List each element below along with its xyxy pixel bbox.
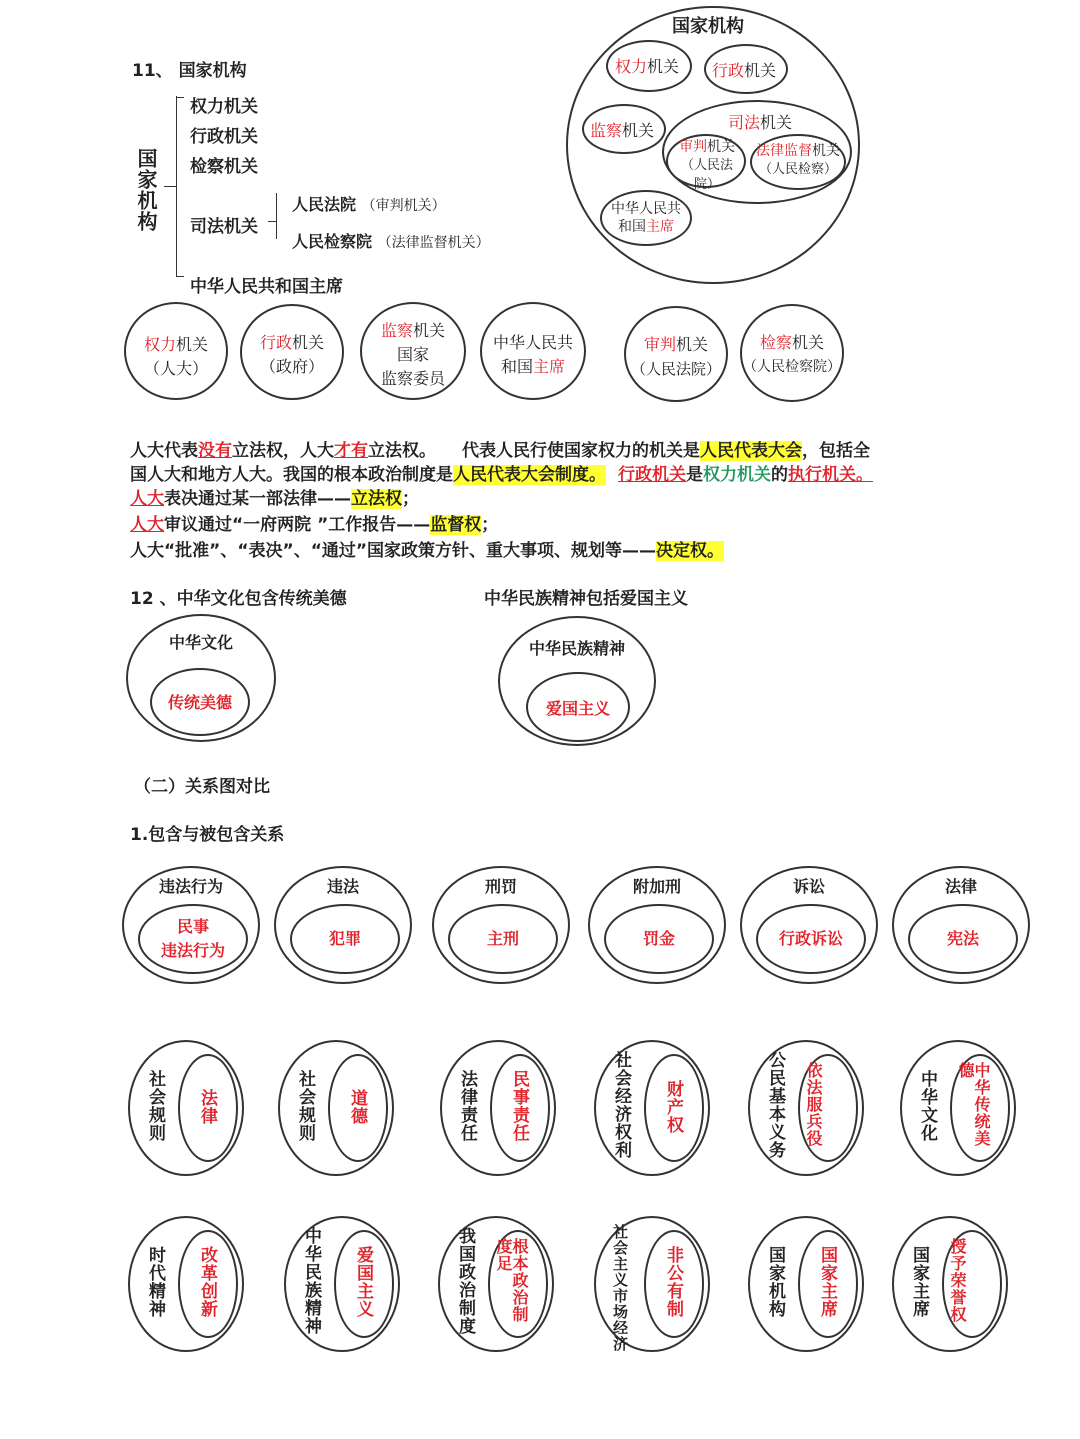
tree-root-label: 国家机构 bbox=[134, 148, 158, 232]
spirit-inner-label: 爱国主义 bbox=[545, 699, 610, 718]
p1b: 没有 bbox=[198, 441, 232, 461]
p1c: 立法权，人大 bbox=[232, 441, 334, 461]
organ-procur-sub: （人民检察院） bbox=[743, 359, 841, 375]
p2d: 是 bbox=[686, 465, 703, 485]
row3-inner-label: 爱国主义 bbox=[353, 1246, 373, 1318]
p3a: 人大 bbox=[130, 489, 164, 509]
p2g: 执行机关。 bbox=[788, 465, 873, 485]
tree-tick-1 bbox=[176, 97, 184, 98]
venn-president-l2: 和国 bbox=[618, 219, 646, 235]
organ-procur-black: 机关 bbox=[792, 333, 825, 352]
row2-outer-label: 社会经济权利 bbox=[611, 1051, 631, 1159]
section-2-subtitle: 1.包含与被包含关系 bbox=[130, 825, 285, 845]
tree-item-power: 权力机关 bbox=[190, 97, 258, 117]
venn-procur-sub: （人民检察） bbox=[758, 162, 837, 177]
row2-inner-label: 民事责任 bbox=[509, 1070, 529, 1142]
row3-inner-label: 根本政治制度足 bbox=[494, 1238, 529, 1323]
venn-admin-black: 机关 bbox=[744, 61, 777, 80]
venn-supervise-black: 机关 bbox=[622, 121, 655, 140]
row1-outer-label: 附加刑 bbox=[632, 877, 681, 896]
organ-circle-supervise bbox=[360, 302, 466, 400]
organ-president-title: 中华人民共 bbox=[492, 333, 573, 352]
organ-president-red: 主席 bbox=[533, 357, 566, 376]
sub-item-procuratorate bbox=[292, 229, 490, 252]
venn-outer-label: 国家机构 bbox=[672, 16, 744, 37]
row1-inner-label: 宪法 bbox=[946, 929, 979, 948]
p4c: 监督权 bbox=[430, 515, 482, 535]
row1-inner-label-2: 违法行为 bbox=[160, 941, 225, 960]
organ-power-black: 机关 bbox=[176, 335, 209, 354]
row3-outer-label: 时代精神 bbox=[145, 1246, 165, 1318]
organ-admin-sub: （政府） bbox=[259, 357, 324, 376]
row1-outer-label: 违法 bbox=[326, 877, 359, 896]
organ-power-title bbox=[126, 334, 226, 356]
row2-outer-label: 社会规则 bbox=[145, 1070, 165, 1142]
row3-inner-label: 授予荣誉权 bbox=[948, 1238, 967, 1323]
procur-note: （法律监督机关） bbox=[377, 235, 490, 251]
tree-item-president: 中华人民共和国主席 bbox=[190, 277, 343, 297]
row3-inner-label: 改革创新 bbox=[197, 1246, 217, 1318]
row2-inner-label: 中华传统美德 bbox=[956, 1062, 991, 1147]
venn-president-red: 主席 bbox=[646, 219, 674, 235]
row1-inner-label: 行政诉讼 bbox=[778, 929, 843, 948]
p4b: 审议通过“一府两院 ”工作报告—— bbox=[164, 515, 431, 535]
row1-inner-circle bbox=[756, 904, 866, 974]
row1-inner-label: 罚金 bbox=[642, 929, 675, 948]
p2a: 国人大和地方人大。我国的根本政治制度是 bbox=[130, 465, 453, 485]
p5a: 人大“批准”、“表决”、“通过”国家政策方针、重大事项、规划等—— bbox=[130, 541, 657, 561]
p2c: 行政机关 bbox=[618, 465, 686, 485]
organ-supervise-sub: 国家 bbox=[396, 345, 429, 364]
organ-circle-trial bbox=[624, 306, 728, 402]
row3-outer-label: 中华民族精神 bbox=[301, 1227, 321, 1335]
venn-supervise-red: 监察 bbox=[590, 121, 623, 140]
p4a: 人大 bbox=[130, 515, 164, 535]
organ-supervise-black: 机关 bbox=[413, 321, 446, 340]
row3-inner-label: 国家主席 bbox=[817, 1246, 837, 1318]
venn-admin-label bbox=[712, 58, 776, 81]
row1-outer-label: 诉讼 bbox=[792, 877, 825, 896]
section-12-right-title: 中华民族精神包括爱国主义 bbox=[484, 589, 688, 609]
venn-trial-black: 机关 bbox=[707, 139, 735, 155]
row2-outer-label: 公民基本义务 bbox=[765, 1051, 785, 1159]
sub-bracket bbox=[276, 193, 277, 239]
tree-item-judicial: 司法机关 bbox=[190, 217, 258, 237]
para-line-5 bbox=[130, 536, 724, 561]
organ-admin-title bbox=[242, 332, 342, 354]
p2f: 的 bbox=[771, 465, 788, 485]
court-note: （审判机关） bbox=[361, 198, 446, 214]
row1-outer-label: 违法行为 bbox=[158, 877, 223, 896]
court-label: 人民法院 bbox=[292, 195, 357, 214]
p1g: 人民代表大会 bbox=[700, 441, 802, 461]
culture-outer-label: 中华文化 bbox=[168, 633, 233, 652]
row1-inner-circle bbox=[138, 904, 248, 974]
organ-admin-red: 行政 bbox=[259, 333, 292, 352]
venn-admin-red: 行政 bbox=[712, 61, 745, 80]
venn-procur-label bbox=[752, 142, 844, 179]
culture-inner-circle bbox=[150, 668, 250, 736]
row3-outer-label: 国家主席 bbox=[909, 1246, 929, 1318]
organ-trial-red: 审判 bbox=[643, 335, 676, 354]
para-line-4 bbox=[130, 510, 498, 535]
tree-item-procur: 检察机关 bbox=[190, 157, 258, 177]
tree-tick-5 bbox=[176, 276, 184, 277]
p4d: ； bbox=[481, 515, 499, 535]
para-line-3 bbox=[130, 484, 419, 509]
row2-inner-label: 依法服兵役 bbox=[804, 1062, 823, 1147]
row2-inner-label: 法律 bbox=[197, 1089, 217, 1125]
venn-power-red: 权力 bbox=[615, 57, 648, 76]
row1-inner-circle bbox=[290, 904, 400, 974]
row1-outer-label: 刑罚 bbox=[484, 877, 517, 896]
organ-supervise-sub2: 监察委员 bbox=[380, 369, 445, 388]
venn-trial-red: 审判 bbox=[679, 139, 707, 155]
row2-outer-label: 法律责任 bbox=[457, 1070, 477, 1142]
row1-inner-circle bbox=[604, 904, 714, 974]
organ-supervise-title bbox=[362, 320, 464, 342]
p1e: 立法权。 bbox=[368, 441, 436, 461]
spirit-outer-label: 中华民族精神 bbox=[528, 639, 625, 658]
venn-power-label bbox=[615, 54, 679, 77]
p1h: ，包括全 bbox=[802, 441, 870, 461]
row1-inner-label: 民事 bbox=[176, 917, 209, 936]
row3-inner-label: 非公有制 bbox=[663, 1246, 683, 1318]
venn-trial-sub: （人民法院） bbox=[680, 158, 733, 192]
venn-president-label bbox=[600, 200, 692, 236]
organ-trial-title bbox=[626, 334, 726, 356]
section-11-title: 11、 国家机构 bbox=[132, 61, 247, 81]
row2-outer-label: 社会规则 bbox=[295, 1070, 315, 1142]
venn-supervise-label bbox=[590, 118, 654, 141]
organ-circle-power bbox=[124, 302, 228, 400]
section-12-left-title: 12 、中华文化包含传统美德 bbox=[130, 589, 347, 609]
organ-circle-procur bbox=[740, 304, 844, 402]
organ-power-red: 权力 bbox=[143, 335, 176, 354]
p2e: 权力机关 bbox=[703, 465, 771, 485]
row1-inner-label: 主刑 bbox=[486, 929, 519, 948]
tree-bracket bbox=[176, 96, 177, 276]
organ-admin-black: 机关 bbox=[292, 333, 325, 352]
organ-president-subline bbox=[482, 356, 584, 378]
row1-inner-circle bbox=[908, 904, 1018, 974]
p1d: 才有 bbox=[334, 441, 368, 461]
row2-outer-label: 中华文化 bbox=[917, 1070, 937, 1142]
para-line-1 bbox=[130, 436, 870, 461]
organ-circle-admin bbox=[240, 304, 344, 400]
p2b: 人民代表大会制度。 bbox=[453, 465, 606, 485]
procur-label: 人民检察院 bbox=[292, 232, 373, 251]
p3c: 立法权 bbox=[351, 489, 402, 509]
tree-item-admin: 行政机关 bbox=[190, 127, 258, 147]
venn-president-l1: 中华人民共 bbox=[611, 201, 681, 217]
row3-outer-label: 我国政治制度 bbox=[455, 1227, 475, 1335]
row1-inner-label: 犯罪 bbox=[328, 929, 361, 948]
venn-judicial-label bbox=[728, 110, 792, 133]
culture-inner-label: 传统美德 bbox=[167, 693, 232, 712]
organ-circle-president bbox=[480, 302, 586, 400]
organ-procur-red: 检察 bbox=[759, 333, 792, 352]
row1-outer-label: 法律 bbox=[944, 877, 977, 896]
venn-procur-red: 法律监督 bbox=[756, 143, 812, 159]
sub-connector bbox=[268, 221, 276, 222]
venn-power-black: 机关 bbox=[647, 57, 680, 76]
row3-outer-label: 国家机构 bbox=[765, 1246, 785, 1318]
organ-procur-title bbox=[742, 332, 842, 354]
venn-judicial-black: 机关 bbox=[760, 113, 793, 132]
venn-procur-black: 机关 bbox=[812, 143, 840, 159]
p3d: ； bbox=[402, 489, 419, 509]
row3-outer-label: 社会主义市场经济 bbox=[611, 1224, 629, 1352]
venn-judicial-red: 司法 bbox=[728, 113, 761, 132]
row2-inner-label: 道德 bbox=[347, 1089, 367, 1125]
p5b: 决定权。 bbox=[656, 541, 725, 561]
row2-inner-label: 财产权 bbox=[663, 1079, 683, 1134]
section-2-title: （二）关系图对比 bbox=[134, 777, 270, 797]
para-line-2 bbox=[130, 460, 873, 485]
organ-supervise-red: 监察 bbox=[380, 321, 413, 340]
p1a: 人大代表 bbox=[130, 441, 198, 461]
spirit-inner-circle bbox=[526, 672, 630, 742]
sub-item-court bbox=[292, 192, 446, 215]
row1-inner-circle bbox=[448, 904, 558, 974]
tree-root-connector bbox=[164, 186, 176, 187]
organ-president-sub: 和国 bbox=[500, 357, 533, 376]
organ-trial-sub: （人民法院） bbox=[630, 360, 721, 378]
organ-power-sub: （人大） bbox=[143, 359, 208, 378]
p3b: 表决通过某一部法律—— bbox=[164, 489, 351, 509]
p1f: 代表人民行使国家权力的机关是 bbox=[462, 441, 700, 461]
organ-trial-black: 机关 bbox=[676, 335, 709, 354]
venn-trial-label bbox=[672, 138, 742, 194]
